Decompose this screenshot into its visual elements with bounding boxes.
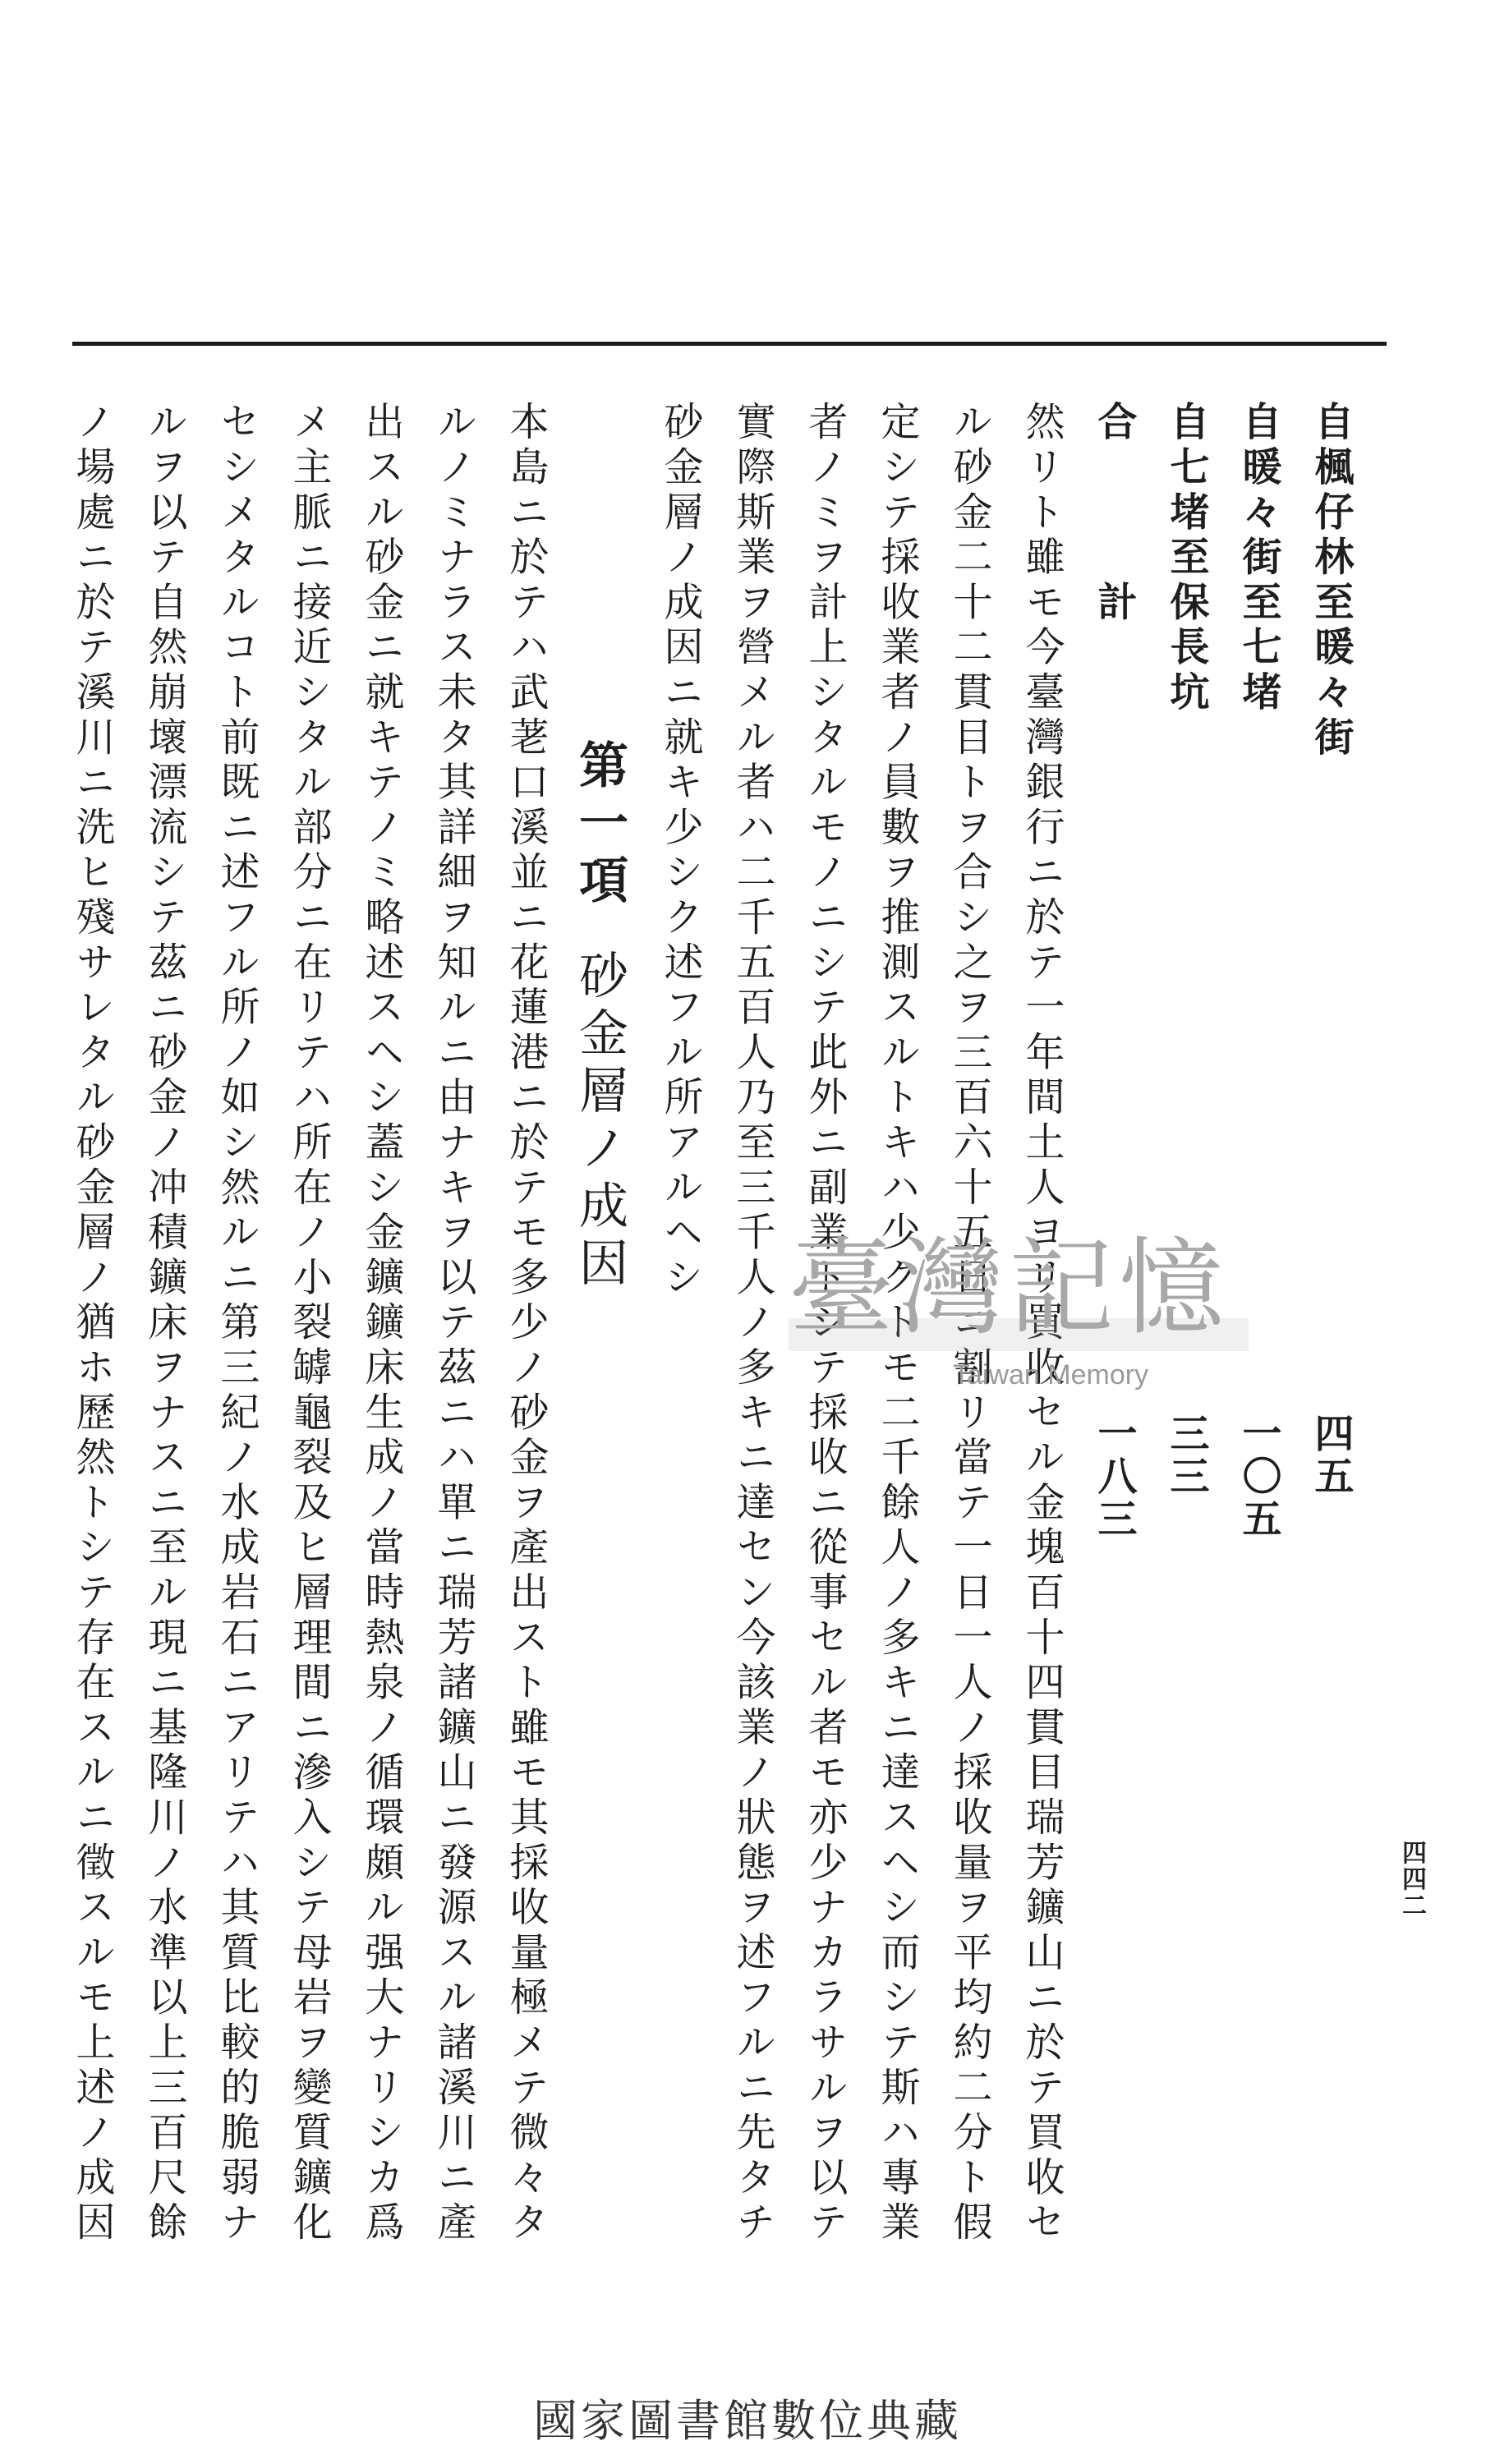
table-row-location-3: 自七堵至保長坑 xyxy=(1163,401,1209,716)
table-row-location-2: 自暖々街至七堵 xyxy=(1235,401,1281,716)
paragraph-2-line-4: メ主脈ニ接近シタル部分ニ在リテハ所在ノ小裂罅龜裂及ヒ層理間ニ滲入シテ母岩ヲ變質鑛化 xyxy=(286,401,332,2246)
paragraph-2-line-1: 本島ニ於テハ武荖口溪並ニ花蓮港ニ於テモ多少ノ砂金ヲ產出スト雖モ其採收量極メテ微々タ xyxy=(503,401,549,2246)
header-rule xyxy=(72,342,1387,346)
table-row-location-1: 自楓仔林至暖々街 xyxy=(1308,401,1354,761)
paragraph-2-line-2: ルノミナラス未タ其詳細ヲ知ルニ由ナキヲ以テ茲ニハ單ニ瑞芳諸鑛山ニ發源スル諸溪川ニ產 xyxy=(430,401,476,2246)
paragraph-2-line-6: ルヲ以テ自然崩壞漂流シテ茲ニ砂金ノ冲積鑛床ヲナスニ至ル現ニ基隆川ノ水準以上三百尺餘 xyxy=(141,401,187,2246)
paragraph-1-line-4: 者ノミヲ計上シタルモノニシテ此外ニ副業トシテ採收ニ從事セル者モ亦少ナカラサルヲ以テ xyxy=(802,401,848,2246)
section-number: 第一項 xyxy=(571,739,628,912)
section-heading xyxy=(571,739,628,1294)
watermark-subtitle: Taiwan Memory xyxy=(953,1359,1149,1391)
paragraph-1-line-6: 砂金層ノ成因ニ就キ少シク述フル所アルヘシ xyxy=(657,401,703,1301)
section-title: 砂金層ノ成因 xyxy=(571,949,628,1294)
watermark-title: 臺灣記憶 xyxy=(789,1227,1230,1349)
paragraph-1-line-1: 然リト雖モ今臺灣銀行ニ於テ一年間土人ヨリ買收セル金塊百十四貫目瑞芳鑛山ニ於テ買收セ xyxy=(1019,401,1065,2246)
paragraph-1-line-3: 定シテ採收業者ノ員數ヲ推測スルトキハ少クトモ二千餘人ノ多キニ達スヘシ而シテ斯ハ專業 xyxy=(874,401,920,2246)
footer-credit: 國家圖書館數位典藏 xyxy=(533,2395,962,2447)
page-number: 四四二 xyxy=(1397,1840,1426,1919)
paragraph-1-line-5: 實際斯業ヲ營メル者ハ二千五百人乃至三千人ノ多キニ達セン今該業ノ狀態ヲ述フルニ先タチ xyxy=(729,401,775,2246)
paragraph-2-line-3: 出スル砂金ニ就キテノミ略述スヘシ蓋シ金鑛鑛床生成ノ當時熱泉ノ循環頗ル强大ナリシカ爲 xyxy=(358,401,404,2246)
table-row-value-2: 一〇五 xyxy=(1235,1413,1281,1541)
table-row-total-value: 一八三 xyxy=(1091,1413,1137,1541)
paragraph-1-line-2: ル砂金二十二貫目トヲ合シ之ヲ三百六十五日ニ割リ當テ一日一人ノ採收量ヲ平均約二分ト假 xyxy=(946,401,992,2246)
watermark xyxy=(789,1227,1331,1400)
paragraph-2-line-5: セシメタルコト前既ニ述フル所ノ如シ然ルニ第三紀ノ水成岩石ニアリテハ其質比較的脆弱ナ xyxy=(214,401,260,2246)
table-row-value-1: 四五 xyxy=(1308,1413,1354,1498)
paragraph-2-line-7: ノ場處ニ於テ溪川ニ洗ヒ殘サレタル砂金層ノ猶ホ歷然トシテ存在スルニ徵スルモ上述ノ成因 xyxy=(69,401,115,2246)
table-row-value-3: 三三 xyxy=(1163,1413,1209,1498)
table-row-total-label: 合 計 xyxy=(1091,401,1137,626)
